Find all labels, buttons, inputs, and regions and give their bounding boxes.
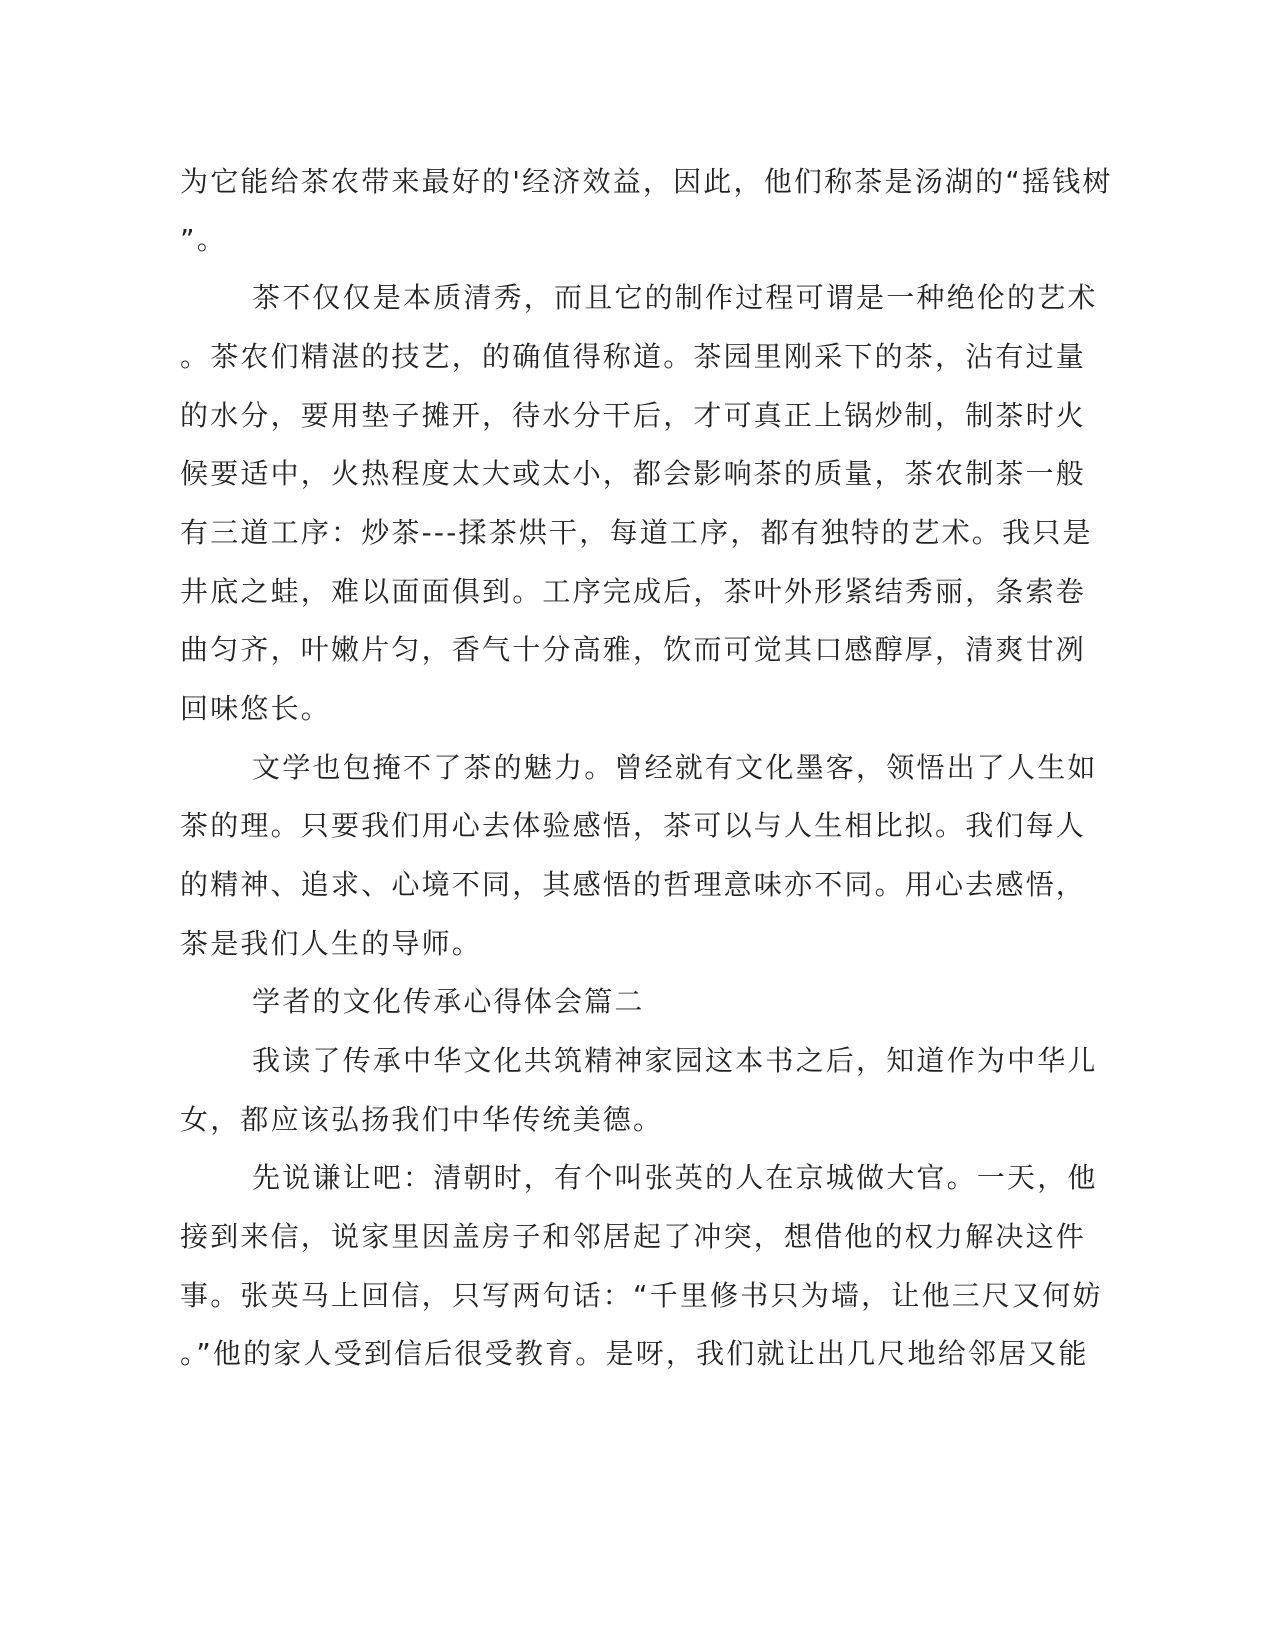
text-line: 茶的理。只要我们用心去体验感悟，茶可以与人生相比拟。我们每人 [180,809,1087,842]
text-line: 井底之蛙，难以面面俱到。工序完成后，茶叶外形紧结秀丽，条索卷 [180,575,1087,608]
text-line: ”。 [180,223,227,256]
text-line: 。茶农们精湛的技艺，的确值得称道。茶园里刚采下的茶，沾有过量 [180,340,1087,373]
text-line: 接到来信，说家里因盖房子和邻居起了冲突，想借他的权力解决这件 [180,1220,1087,1253]
text-line: 的水分，要用垫子摊开，待水分干后，才可真正上锅炒制，制茶时火 [180,399,1087,432]
text-line: 女，都应该弘扬我们中华传统美德。 [180,1103,664,1136]
paragraph-first-line: 先说谦让吧：清朝时，有个叫张英的人在京城做大官。一天，他 [252,1161,1098,1194]
text-line: 的精神、追求、心境不同，其感悟的哲理意味亦不同。用心去感悟， [180,868,1087,901]
text-line: 。”他的家人受到信后很受教育。是呀，我们就让出几尺地给邻居又能 [180,1337,1089,1370]
text-line: 回味悠长。 [180,692,332,725]
paragraph-first-line: 茶不仅仅是本质清秀，而且它的制作过程可谓是一种绝伦的艺术 [252,281,1098,314]
text-line: 事。张英马上回信，只写两句话：“千里修书只为墙，让他三尺又何妨 [180,1279,1103,1312]
text-line: 曲匀齐，叶嫩片匀，香气十分高雅，饮而可觉其口感醇厚，清爽甘冽 [180,633,1087,666]
text-line: 茶是我们人生的导师。 [180,927,483,960]
text-line: 有三道工序：炒茶---揉茶烘干，每道工序，都有独特的艺术。我只是 [180,516,1093,549]
text-line: 候要适中，火热程度太大或太小，都会影响茶的质量，茶农制茶一般 [180,457,1087,490]
paragraph-first-line: 文学也包掩不了茶的魅力。曾经就有文化墨客，领悟出了人生如 [252,751,1098,784]
text-line: 为它能给茶农带来最好的'经济效益，因此，他们称茶是汤湖的“摇钱树 [180,165,1113,198]
paragraph-first-line: 我读了传承中华文化共筑精神家园这本书之后，知道作为中华儿 [252,1044,1098,1077]
section-heading: 学者的文化传承心得体会篇二 [252,985,645,1018]
